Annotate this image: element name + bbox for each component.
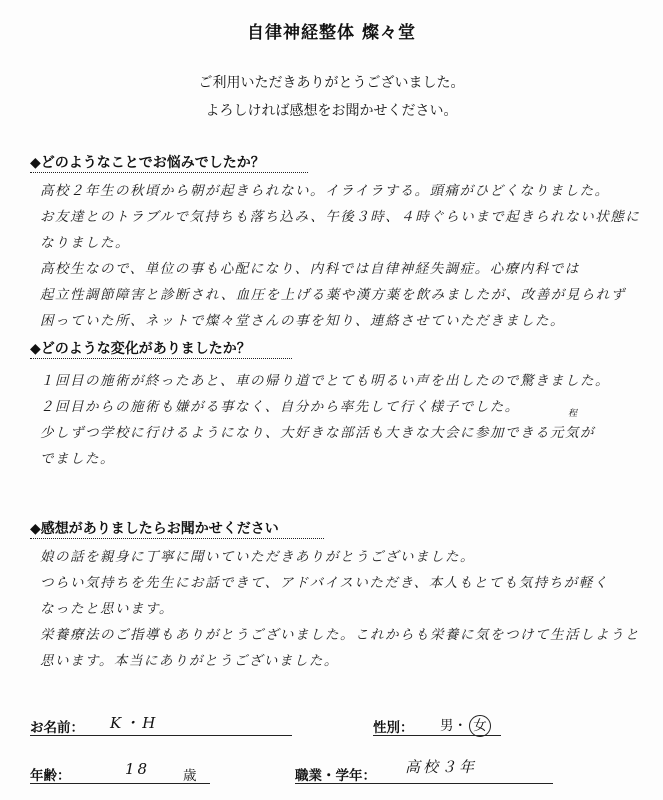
name-label: お名前： <box>30 720 84 736</box>
answer-line: 高校２年生の秋頃から朝が起きられない。イライラする。頭痛がひどくなりました。 <box>40 183 610 199</box>
answer-line: 栄養療法のご指導もありがとうございました。これからも栄養に気をつけて生活しようと <box>40 627 640 643</box>
age-underline <box>30 783 210 784</box>
age-unit: 歳 <box>183 768 197 784</box>
age-label: 年齢： <box>30 768 71 784</box>
answer-line: 困っていた所、ネットで燦々堂さんの事を知り、連絡させていただきました。 <box>40 313 565 329</box>
section-underline <box>30 358 292 359</box>
answer-line: 少しずつ学校に行けるようになり、大好きな部活も大きな大会に参加できる元気が <box>40 425 595 441</box>
gender-label: 性別： <box>373 720 414 736</box>
gender-options <box>440 714 491 737</box>
name-underline <box>30 735 292 736</box>
gender-female-circled: 女 <box>469 715 491 737</box>
occupation-label: 職業・学年： <box>295 768 376 784</box>
answer-line: お友達とのトラブルで気持ちも落ち込み、午後３時、４時ぐらいまで起きられない状態に <box>40 209 641 225</box>
answer-line: つらい気持ちを先生にお話できて、アドバイスいただき、本人もとても気持ちが軽く <box>40 575 609 591</box>
answer-line: 娘の話を親身に丁寧に聞いていただきありがとうございました。 <box>40 549 475 565</box>
inserted-correction: 程 <box>568 409 578 419</box>
changes-answer <box>40 368 650 472</box>
occupation-value: 高校３年 <box>405 758 478 776</box>
intro-line-2: よろしければ感想をお聞かせください。 <box>205 103 458 119</box>
answer-line: 起立性調節障害と診断され、血圧を上げる薬や漢方薬を飲みましたが、改善が見られず <box>40 287 626 303</box>
page-title: 自律神経整体 燦々堂 <box>247 23 416 43</box>
answer-line: でました。 <box>40 451 115 467</box>
section-heading-comments: ◆感想がありましたらお聞かせください <box>30 521 279 537</box>
section-heading-worries: ◆どのようなことでお悩みでしたか？ <box>30 155 265 171</box>
answer-line: 高校生なので、単位の事も心配になり、内科では自律神経失調症。心療内科では <box>40 261 580 277</box>
intro-line-1: ご利用いただきありがとうございました。 <box>198 75 465 91</box>
answer-line: なったと思います。 <box>40 601 174 617</box>
gender-separator: ・ <box>453 718 467 734</box>
answer-line: １回目の施術が終ったあと、車の帰り道でとても明るい声を出したので驚きました。 <box>40 373 610 389</box>
section-underline <box>30 172 308 173</box>
gender-male: 男 <box>440 718 454 734</box>
occupation-underline <box>295 783 553 784</box>
age-value: 18 <box>125 760 151 778</box>
answer-line: 思います。本当にありがとうございました。 <box>40 653 339 669</box>
worries-answer <box>40 178 650 334</box>
answer-line: ２回目からの施術も嫌がる事なく、自分から率先して行く様子でした。 <box>40 399 520 415</box>
name-value: K・H <box>110 714 159 732</box>
section-heading-changes: ◆どのような変化がありましたか？ <box>30 341 251 357</box>
comments-answer <box>40 544 650 674</box>
section-underline <box>30 538 324 539</box>
gender-underline <box>373 735 501 736</box>
answer-line: なりました。 <box>40 235 130 251</box>
